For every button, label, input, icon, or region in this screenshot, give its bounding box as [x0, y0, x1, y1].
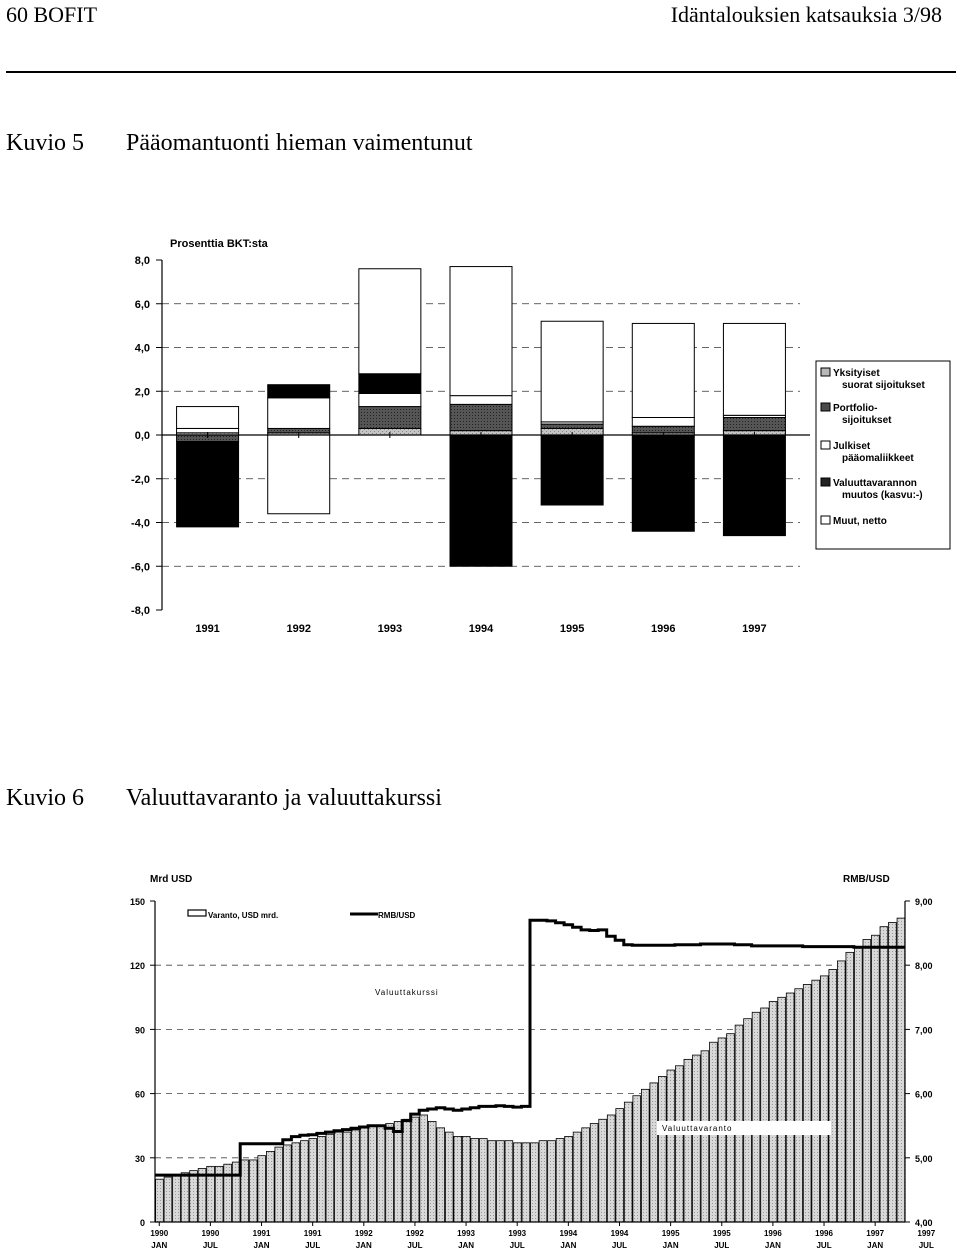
figure5-legend-swatch — [821, 403, 830, 411]
figure6-reserve-bar — [164, 1177, 172, 1222]
figure6-left-tick-label: 90 — [134, 1025, 145, 1036]
figure6-reserve-bar — [335, 1132, 343, 1222]
figure5-legend-label: Julkiset — [833, 441, 871, 452]
figure5-ytick-label: 2,0 — [134, 386, 150, 399]
figure6-reserve-bar — [428, 1121, 436, 1222]
figure6-x-tick-year: 1990 — [201, 1229, 220, 1238]
figure6-x-tick-month: JAN — [662, 1241, 679, 1250]
figure6-legend-bar-swatch — [188, 910, 206, 916]
figure5-bar-segment — [450, 404, 512, 430]
figure6-reserve-bar — [505, 1141, 513, 1222]
figure6-x-tick-month: JUL — [305, 1241, 321, 1250]
figure6-reserve-bar — [522, 1143, 530, 1222]
figure6-reserve-bar — [778, 997, 786, 1222]
figure6-reserve-bar — [548, 1141, 556, 1222]
figure6-x-tick-month: JAN — [253, 1241, 270, 1250]
figure6-annotation-exchange-rate: Valuuttakurssi — [375, 988, 439, 997]
figure5-ytick-label: 4,0 — [134, 342, 150, 355]
figure6-reserve-bar — [156, 1179, 164, 1222]
figure5-legend-label: Yksityiset — [833, 368, 880, 379]
figure6-x-tick-year: 1996 — [763, 1229, 782, 1238]
figure6-title: Valuuttavaranto ja valuuttakurssi — [126, 785, 442, 811]
figure6-reserve-bar — [224, 1164, 232, 1222]
figure6-reserve-bar — [761, 1008, 769, 1222]
figure6-x-tick-month: JAN — [764, 1241, 781, 1250]
figure5-legend-label: pääomaliikkeet — [842, 453, 914, 464]
figure6-x-tick-year: 1995 — [661, 1229, 680, 1238]
figure6-reserve-bar — [744, 1019, 752, 1222]
figure6-reserve-bar — [173, 1175, 181, 1222]
figure6-x-tick-month: JAN — [151, 1241, 168, 1250]
figure6-right-tick-label: 5,00 — [915, 1153, 933, 1164]
figure5-legend-swatch — [821, 368, 830, 376]
figure5-xtick-label: 1996 — [651, 623, 676, 635]
figure6-x-tick-year: 1994 — [610, 1229, 629, 1238]
figure6-x-tick-month: JAN — [458, 1241, 475, 1250]
figure6-reserve-bar — [531, 1143, 539, 1222]
figure6-reserve-bar — [675, 1066, 683, 1222]
figure6-reserve-bar — [454, 1136, 462, 1222]
figure6-x-tick-year: 1997 — [917, 1229, 936, 1238]
figure6-reserve-bar — [190, 1171, 198, 1222]
figure6-reserve-bar — [582, 1128, 590, 1222]
figure5-xtick-label: 1997 — [742, 623, 767, 635]
figure6-reserve-bar — [488, 1141, 496, 1222]
figure6-x-tick-year: 1993 — [457, 1229, 475, 1238]
figure6-annotation-reserves: Valuuttavaranto — [662, 1124, 733, 1133]
figure5-xtick-label: 1992 — [286, 623, 311, 635]
figure5-legend-label: sijoitukset — [842, 415, 892, 426]
figure6-x-tick-year: 1991 — [303, 1229, 322, 1238]
figure5-bar-segment — [541, 435, 603, 505]
figure6-reserve-bar — [394, 1121, 402, 1222]
figure6-reserve-bar — [479, 1139, 487, 1222]
figure6-reserve-bar — [863, 940, 871, 1222]
figure6-x-tick-month: JUL — [611, 1241, 628, 1250]
figure5-bar-segment — [268, 385, 330, 398]
figure6-x-tick-year: 1996 — [815, 1229, 833, 1238]
figure6-right-tick-label: 7,00 — [915, 1025, 933, 1036]
figure6-reserve-bar — [624, 1102, 632, 1222]
figure5-bar-segment — [359, 393, 421, 406]
header-rule — [6, 71, 956, 73]
figure6-reserve-bar — [283, 1145, 291, 1222]
figure6-reserve-bar — [539, 1141, 547, 1222]
figure5-ytick-label: -4,0 — [131, 517, 150, 530]
figure6-reserve-bar — [795, 989, 803, 1222]
figure6-left-axis-title: Mrd USD — [150, 874, 193, 885]
header-left: 60 BOFIT — [6, 2, 98, 27]
figure6-x-tick-month: JUL — [407, 1241, 423, 1250]
figure6-reserve-bar — [343, 1132, 351, 1222]
figure6-reserve-bar — [590, 1124, 598, 1222]
figure6-x-tick-year: 1995 — [712, 1229, 731, 1238]
figure6-reserve-bar — [846, 952, 854, 1222]
figure6-reserve-bar — [786, 993, 794, 1222]
figure6-reserve-bar — [437, 1128, 445, 1222]
figure6-reserve-bar — [514, 1143, 522, 1222]
figure6-x-tick-month: JAN — [560, 1241, 577, 1250]
figure6-reserve-bar — [684, 1059, 692, 1222]
figure5-legend-label: Muut, netto — [833, 516, 887, 527]
figure5-ytick-label: -2,0 — [131, 473, 150, 486]
figure6-reserve-bar — [403, 1119, 411, 1222]
figure5-legend-swatch — [821, 441, 830, 449]
figure5-ytick-label: 0,0 — [134, 430, 150, 442]
figure6-reserve-bar — [292, 1143, 300, 1222]
figure6-right-tick-label: 6,00 — [915, 1089, 933, 1100]
figure6-reserve-bar — [667, 1070, 675, 1222]
figure6-reserve-bar — [318, 1136, 326, 1222]
figure5-legend-swatch — [821, 516, 830, 524]
figure6-left-tick-label: 150 — [129, 897, 145, 907]
figure5-ylabel: Prosenttia BKT:sta — [170, 238, 268, 250]
figure6-reserve-bar — [897, 918, 905, 1222]
figure6-reserve-bar — [769, 1002, 777, 1222]
figure6-x-tick-month: JAN — [355, 1241, 372, 1250]
figure6-x-tick-year: 1992 — [354, 1229, 373, 1238]
figure6-reserve-bar — [241, 1160, 249, 1222]
figure6-reserve-bar — [326, 1134, 334, 1222]
figure5-bar-segment — [177, 407, 239, 429]
figure6-reserve-bar — [693, 1055, 701, 1222]
figure5-legend-label: Portfolio- — [833, 403, 878, 414]
figure6-reserve-bar — [411, 1117, 419, 1222]
figure6-reserve-bar — [462, 1136, 470, 1222]
figure5-bar-segment — [268, 398, 330, 429]
figure5-legend-label: muutos (kasvu:-) — [842, 490, 923, 501]
figure6-reserve-bar — [300, 1141, 308, 1222]
figure6-reserve-bar — [258, 1156, 266, 1222]
figure6-left-tick-label: 30 — [134, 1153, 145, 1164]
figure6-reserve-bar — [872, 935, 880, 1222]
figure6-reserve-bar — [837, 961, 845, 1222]
figure5-bar-segment — [359, 374, 421, 394]
figure6-legend-line-label: RMB/USD — [378, 911, 416, 920]
figure6-x-tick-month: JUL — [714, 1241, 730, 1250]
figure5-bar-segment — [723, 323, 785, 415]
figure5-label: Kuvio 5 — [6, 130, 84, 156]
header-right: Idäntalouksien katsauksia 3/98 — [670, 2, 942, 27]
figure5-xtick-label: 1994 — [468, 623, 494, 635]
figure6-left-tick-label: 60 — [134, 1089, 145, 1100]
figure5-bar-segment — [359, 407, 421, 429]
figure6-reserve-bar — [266, 1151, 274, 1222]
figure6-reserve-bar — [633, 1096, 641, 1222]
figure6-right-tick-label: 9,00 — [915, 897, 933, 907]
figure5-bar-segment — [177, 442, 239, 527]
figure5-xtick-label: 1991 — [195, 623, 220, 635]
figure5-legend-label: suorat sijoitukset — [842, 380, 925, 391]
figure6-label: Kuvio 6 — [6, 785, 84, 811]
figure6-reserve-bar — [599, 1119, 607, 1222]
figure5-bar-segment — [541, 424, 603, 428]
figure6-reserve-bar — [889, 922, 897, 1222]
figure6-reserve-bar — [181, 1173, 189, 1222]
figure6-reserve-bar — [445, 1132, 453, 1222]
figure5-title: Pääomantuonti hieman vaimentunut — [126, 130, 473, 156]
figure5-bar-segment — [632, 426, 694, 433]
figure6-x-tick-month: JUL — [202, 1241, 218, 1250]
figure6-reserve-bar — [309, 1139, 317, 1222]
figure6-x-tick-month: JUL — [816, 1241, 832, 1250]
figure6-reserve-bar — [352, 1130, 360, 1222]
figure6-reserve-bar — [607, 1115, 615, 1222]
figure6-x-tick-year: 1992 — [406, 1229, 424, 1238]
figure6-reserve-bar — [377, 1126, 385, 1222]
figure6-reserve-bar — [565, 1136, 573, 1222]
figure6-reserve-bar — [471, 1139, 479, 1222]
figure6-x-tick-year: 1990 — [150, 1229, 169, 1238]
figure5-chart — [0, 225, 960, 705]
figure6-reserve-bar — [812, 980, 820, 1222]
figure5-legend-swatch — [821, 478, 830, 486]
figure6-right-tick-label: 8,00 — [915, 961, 933, 972]
figure5-bar-segment — [723, 418, 785, 431]
figure5-bar-segment — [450, 396, 512, 405]
figure6-x-tick-year: 1993 — [508, 1229, 527, 1238]
figure6-reserve-bar — [386, 1124, 394, 1222]
figure6-reserve-bar — [658, 1076, 666, 1222]
figure6-left-tick-label: 120 — [129, 961, 145, 972]
figure6-reserve-bar — [360, 1128, 368, 1222]
figure5-bar-segment — [541, 321, 603, 422]
figure5-ytick-label: 8,0 — [134, 255, 150, 267]
figure6-chart — [0, 857, 960, 1257]
figure6-x-tick-year: 1994 — [559, 1229, 578, 1238]
figure6-x-tick-month: JUL — [509, 1241, 525, 1250]
figure5-ytick-label: -6,0 — [131, 561, 150, 574]
figure6-reserve-bar — [275, 1147, 283, 1222]
figure6-reserve-bar — [854, 948, 862, 1222]
figure6-reserve-bar — [573, 1132, 581, 1222]
figure5-bar-segment — [723, 435, 785, 536]
figure6-right-tick-label: 4,00 — [915, 1218, 933, 1228]
figure6-reserve-bar — [497, 1141, 505, 1222]
figure5-ytick-label: 6,0 — [134, 298, 150, 311]
figure5-bar-segment — [632, 435, 694, 531]
figure5-legend-label: Valuuttavarannon — [833, 478, 917, 489]
figure6-x-tick-month: JAN — [867, 1241, 884, 1250]
figure6-reserve-bar — [820, 976, 828, 1222]
figure5-bar-segment — [450, 267, 512, 396]
figure6-left-tick-label: 0 — [139, 1218, 145, 1228]
figure6-reserve-bar — [803, 984, 811, 1222]
figure6-reserve-bar — [752, 1012, 760, 1222]
figure6-x-tick-month: JUL — [918, 1241, 934, 1250]
figure6-reserve-bar — [701, 1051, 709, 1222]
figure6-reserve-bar — [369, 1126, 377, 1222]
figure6-reserve-bar — [420, 1115, 428, 1222]
figure6-reserve-bar — [641, 1089, 649, 1222]
figure6-right-axis-title: RMB/USD — [843, 874, 890, 885]
figure6-legend-bar-label: Varanto, USD mrd. — [208, 911, 279, 920]
figure6-reserve-bar — [556, 1139, 564, 1222]
figure5-bar-segment — [268, 435, 330, 514]
figure5-xtick-label: 1995 — [559, 623, 585, 635]
figure5-bar-segment — [450, 435, 512, 566]
figure5-bar-segment — [632, 323, 694, 417]
figure6-x-tick-year: 1991 — [252, 1229, 271, 1238]
figure6-x-tick-year: 1997 — [866, 1229, 885, 1238]
figure6-reserve-bar — [616, 1109, 624, 1222]
figure5-ytick-label: -8,0 — [131, 605, 150, 617]
figure5-bar-segment — [359, 269, 421, 374]
figure6-reserve-bar — [880, 927, 888, 1222]
figure6-reserve-bar — [829, 969, 837, 1222]
figure5-xtick-label: 1993 — [377, 623, 403, 635]
figure6-reserve-bar — [249, 1160, 257, 1222]
figure6-reserve-bar — [650, 1083, 658, 1222]
figure5-bar-segment — [632, 418, 694, 427]
